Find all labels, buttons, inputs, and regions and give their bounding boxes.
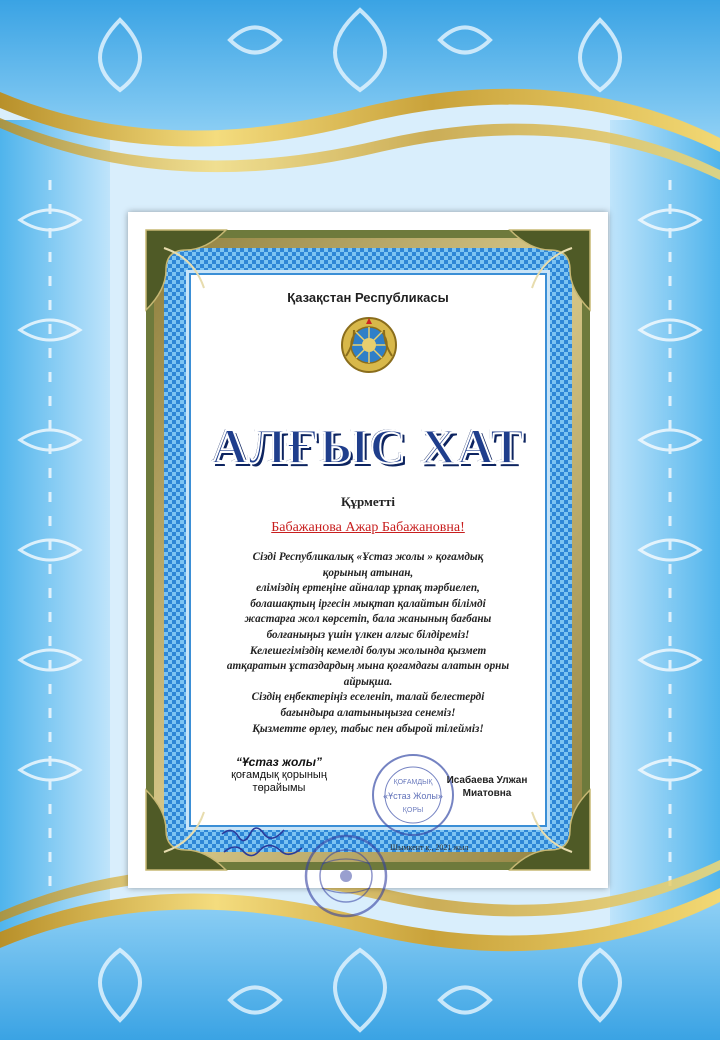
body-line: айрықша. (343, 675, 393, 688)
body-line: Сізді Республикалық «Ұстаз жолы » қоғамдық (252, 551, 484, 563)
body-line: атқаратын ұстаздардың мына қоғамдағы алатын орны (226, 660, 510, 673)
issue-date: Шымкент қ., 2021 жыл (390, 843, 469, 852)
body-line: болашақтың іргесін мықтап қалайтын білімді (250, 597, 486, 610)
certificate (128, 212, 608, 888)
signer-name (422, 774, 552, 800)
honorific: Құрметті (341, 494, 395, 509)
body-line: Келешегіміздің кемелді болуы жолында қызмет (249, 644, 487, 657)
signer-line: Исабаева Улжан (446, 775, 528, 786)
svg-text:ҚОРЫ: ҚОРЫ (402, 807, 424, 814)
stamp-label: «Ұстаз Жолы» (383, 791, 443, 801)
organization-role: төрайымы (252, 782, 306, 794)
body-line: қорының атынан, (322, 566, 414, 579)
body-line: Сіздің еңбектеріңіз еселеніп, талай белестерді (251, 691, 485, 704)
certificate-content (194, 282, 542, 850)
body-line: бағындыра алатыныңызға сенеміз! (280, 706, 456, 719)
state-emblem-icon (340, 316, 398, 374)
signer-line: Миатовна (462, 788, 512, 799)
svg-text:ҚОҒАМДЫҚ: ҚОҒАМДЫҚ (393, 779, 433, 786)
body-line: болғаныңыз үшін үлкен алғыс білдіреміз! (266, 628, 470, 641)
organization-name: “Ұстаз жолы” (235, 755, 323, 769)
body-line: Қызметте өрлеу, табыс пен абырой тілейміз! (252, 722, 484, 735)
handwritten-signature (218, 822, 308, 862)
organization-block (204, 756, 354, 795)
certificate-body (190, 550, 546, 737)
body-line: жастарға жол көрсетіп, бала жанының бағбаны (244, 613, 492, 626)
country-name: Қазақстан Республикасы (287, 290, 449, 305)
body-line: еліміздің ертеңіне айналар ұрпақ тәрбиелеп, (256, 582, 480, 595)
organization-line: қоғамдық қорының (231, 769, 327, 781)
certificate-title: АЛҒЫС ХАТ (211, 418, 525, 474)
recipient-name: Бабажанова Ажар Бабажановна! (271, 520, 465, 535)
